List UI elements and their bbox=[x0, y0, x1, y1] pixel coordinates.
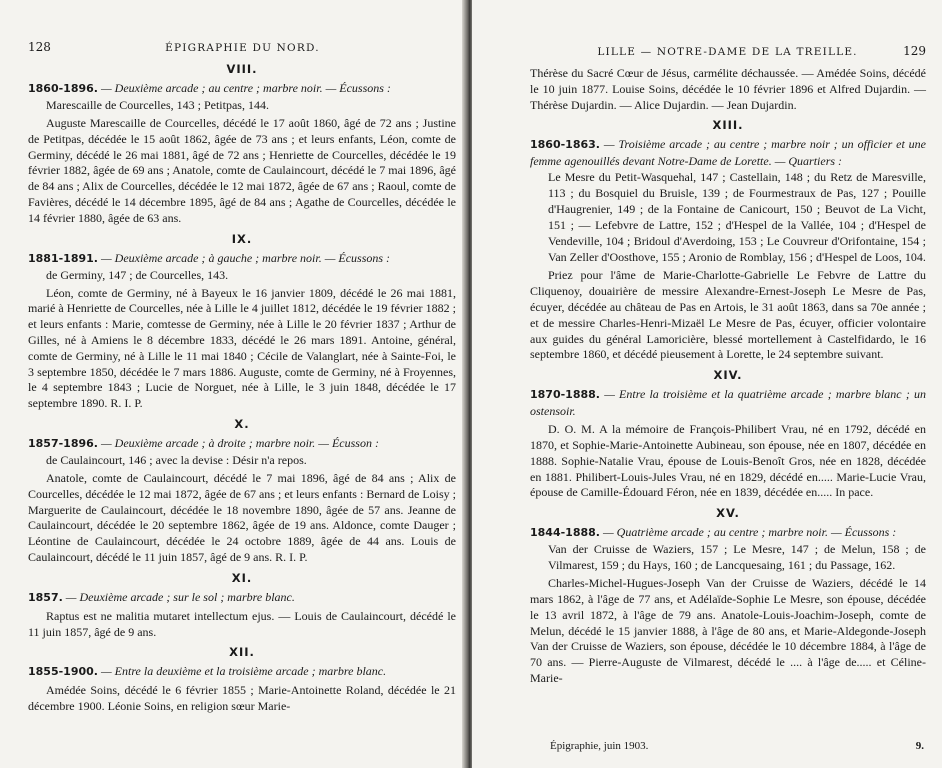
section-numeral: XI. bbox=[231, 570, 253, 585]
entry-heading bbox=[28, 663, 456, 680]
entry-date: 1855-1900. bbox=[28, 665, 98, 679]
inscription-section bbox=[28, 232, 456, 412]
right-running-title: LILLE — NOTRE-DAME DE LA TREILLE. bbox=[597, 46, 858, 58]
left-running-title: ÉPIGRAPHIE DU NORD. bbox=[165, 42, 320, 54]
entry-heading bbox=[530, 524, 926, 573]
entry-heading bbox=[28, 250, 456, 283]
section-numeral: X. bbox=[234, 416, 250, 431]
inscription-section bbox=[28, 62, 456, 227]
right-page-number: 129 bbox=[903, 44, 926, 58]
section-numeral: XIV. bbox=[713, 368, 743, 383]
entry-text: Amédée Soins, décédé le 6 février 1855 ; Marie-Antoinette Roland, décédée le 21 décembre 1900. Léonie Soins, en religion sœur Marie- bbox=[28, 683, 456, 714]
entry-arms: Le Mesre du Petit-Wasquehal, 147 ; Castellain, 148 ; du Retz de Maresville, 113 ; du Bosquiel du Bruisle, 139 ; de Fourmestraux de Pas, 127 ; Pouille d'Haugrenier, 149 ; de la Fontaine de Canicourt, 150 ; Beuvot de La Vicht, 151 ; — Lefebvre de Lattre, 152 ; d'Hespel de la Vallée, 104 ; d'Hespel de Vendeville, 104 ; Bridoul d'Averdoing, 153 ; Le Couvreur d'Orifontaine, 154 ; Van Zeller d'Oosthove, 155 ; Aronio de Romblay, 156 ; d'Hespel de Loos, 104. bbox=[548, 170, 926, 265]
entry-description: — Deuxième arcade ; au centre ; marbre noir. — Écussons : bbox=[100, 81, 391, 95]
inscription-section bbox=[28, 571, 456, 641]
entry-text: Priez pour l'âme de Marie-Charlotte-Gabrielle Le Febvre de Lattre du Cliquenoy, douairière de messire Alexandre-Ernest-Joseph Le Mesre de Pas, écuyer, décédée au château de Pas en Artois, le 31 août 1863, dans sa 70e année ; et de messire Charles-Henri-Mizaël Le Mesre de Pas, écuyer, officier volontaire aux guides du général Lamoricière, blessé mortellement à Castelfidardo, le 16 septembre 1860, et décédé pieusement à Lorette, le 24 septembre suivant. bbox=[530, 268, 926, 362]
left-sections bbox=[28, 62, 456, 715]
section-numeral: XV. bbox=[716, 506, 740, 521]
section-numeral: VIII. bbox=[226, 62, 258, 76]
section-numeral: IX. bbox=[231, 231, 253, 246]
left-page bbox=[0, 0, 466, 768]
entry-arms: Van der Cruisse de Waziers, 157 ; Le Mesre, 147 ; de Melun, 158 ; de Vilmarest, 159 ; du Hays, 160 ; de Lancquesaing, 161 ; du Passage, 162. bbox=[548, 542, 926, 573]
inscription-section bbox=[530, 368, 926, 501]
right-running-head bbox=[530, 44, 926, 58]
inscription-section bbox=[530, 118, 926, 363]
entry-date: 1860-1896. bbox=[28, 82, 98, 95]
entry-date: 1857. bbox=[28, 590, 63, 604]
entry-text: Raptus est ne malitia mutaret intellectum ejus. — Louis de Caulaincourt, décédé le 11 juin 1857, âgé de 9 ans. bbox=[28, 608, 456, 639]
entry-description: — Troisième arcade ; au centre ; marbre noir ; un officier et une femme agenouillés devant Notre-Dame de Lorette. — Quartiers : bbox=[530, 137, 927, 169]
left-running-head bbox=[28, 40, 456, 54]
right-page bbox=[472, 0, 942, 768]
entry-heading bbox=[28, 80, 456, 113]
entry-heading bbox=[28, 589, 456, 606]
footer-signature: Épigraphie, juin 1903. bbox=[550, 740, 649, 752]
entry-text: Anatole, comte de Caulaincourt, décédé le 7 mai 1896, âgé de 84 ans ; Alix de Courcelles, décédée le 12 mai 1872, âgée de 67 ans ; et leurs enfants : Bernard de Loisy ; Marguerite de Caulaincourt, décédée le 18 novembre 1890, âgée de 57 ans. Jeanne de Caulaincourt, décédée le 20 septembre 1862, âgée de 19 ans. Aldonce, comte Dauger ; Léontine de Caulaincourt, décédée le 24 octobre 1889, âgée de 44 ans. Louis de Caulaincourt, décédé le 11 juin 1857, âgé de 9 ans. R. I. P. bbox=[28, 470, 456, 564]
entry-arms: Marescaille de Courcelles, 143 ; Petitpas, 144. bbox=[46, 98, 269, 112]
inscription-section bbox=[530, 506, 926, 687]
entry-arms: de Caulaincourt, 146 ; avec la devise : Désir n'a repos. bbox=[46, 452, 307, 467]
entry-heading bbox=[28, 435, 456, 468]
entry-text: Charles-Michel-Hugues-Joseph Van der Cruisse de Waziers, décédé le 14 mars 1862, à l'âge de 77 ans, et Adélaïde-Sophie Le Mesre, son épouse, décédée le 13 avril 1872, à l'âge de 79 ans. Anatole-Louis-Joachim-Joseph, comte de Melun, décédé le 15 janvier 1888, à l'âge de 80 ans, et Marie-Aldegonde-Joseph Van der Cruisse de Waziers, son épouse, décédée le 10 décembre 1884, à l'âge de 70 ans. — Pierre-Auguste de Vilmarest, décédé le .... à l'âge de..... et Céline-Marie- bbox=[530, 576, 926, 685]
right-sections bbox=[530, 118, 926, 686]
section-numeral: XIII. bbox=[712, 118, 744, 133]
page-footer bbox=[550, 740, 924, 752]
entry-description: — Quatrième arcade ; au centre ; marbre noir. — Écussons : bbox=[602, 525, 897, 540]
entry-description: — Deuxième arcade ; à gauche ; marbre noir. — Écussons : bbox=[100, 250, 391, 265]
entry-description: — Deuxième arcade ; à droite ; marbre noir. — Écusson : bbox=[100, 435, 379, 450]
entry-description: — Deuxième arcade ; sur le sol ; marbre blanc. bbox=[65, 589, 295, 604]
entry-heading bbox=[530, 386, 926, 419]
entry-text: D. O. M. A la mémoire de François-Philibert Vrau, né en 1792, décédé en 1870, et Sophie-Marie-Antoinette Aubineau, son épouse, née en 1807, décédée en 1888. Sophie-Natalie Vrau, épouse de Louis-Benoît Gros, née en 1828, décédée en 1881. Philibert-Louis-Jules Vrau, né en 1829, décédé en..... Marie-Lucie Vrau, épouse de Camille-Édouard Féron, née en 1839, décédée en..... In pace. bbox=[530, 422, 926, 500]
entry-date: 1870-1888. bbox=[530, 388, 600, 402]
entry-date: 1857-1896. bbox=[28, 436, 98, 450]
inscription-section bbox=[28, 645, 456, 715]
entry-date: 1844-1888. bbox=[530, 526, 600, 540]
continuation-paragraph: Thérèse du Sacré Cœur de Jésus, carmélite déchaussée. — Amédée Soins, décédé le 10 juin 1877. Louise Soins, décédée le 10 février 1896 et Alfred Dujardin. — Thérèse Dujardin. — Alice Dujardin. — Jean Dujardin. bbox=[530, 66, 926, 112]
section-numeral: XII. bbox=[229, 645, 255, 660]
entry-text: Auguste Marescaille de Courcelles, décédé le 17 août 1860, âgé de 72 ans ; Justine de Petitpas, décédée le 15 août 1862, âgée de 73 ans ; et leurs enfants, Léon, comte de Germiny, décédé le 26 mai 1881, âgé de 72 ans ; Henriette de Courcelles, décédée le 19 février 1882, âgée de 69 ans ; Anatole, comte de Caulaincourt, décédé le 7 mai 1896, âgé de 84 ans ; Alix de Courcelles, décédée le 12 mai 1872, âgée de 67 ans ; Raoul, comte de Favières, décédé le 14 décembre 1895, âgé de 84 ans ; Agathe de Courcelles, décédée le 14 février 1880, âgée de 63 ans. bbox=[28, 116, 456, 225]
entry-description: — Entre la deuxième et la troisième arcade ; marbre blanc. bbox=[100, 664, 387, 679]
inscription-section bbox=[28, 417, 456, 566]
footer-number: 9. bbox=[915, 740, 924, 752]
entry-heading bbox=[530, 136, 926, 265]
entry-text: Léon, comte de Germiny, né à Bayeux le 16 janvier 1809, décédé le 26 mai 1881, marié à Henriette de Courcelles, née à Lille le 4 juillet 1812, décédée le 19 février 1882 ; et leurs enfants : Marie, comtesse de Germiny, née à Lille le 20 février 1837 ; Arthur de Gilles, né à Amiens le 8 décembre 1833, décédé le 26 mars 1891. Antoine, général, comte de Germiny, né à Lille le 11 mai 1840 ; Cécile de Valanglart, née à Sainte-Foi, le 3 septembre 1850, décédée le 7 mars 1886. Auguste, comte de Germiny, né à Froyennes, le 4 septembre 1843 ; Lucie de Norguet, née à Lille, le 3 juin 1848, décédée le 17 septembre 1890. R. I. P. bbox=[28, 285, 456, 411]
entry-description: — Entre la troisième et la quatrième arcade ; marbre blanc ; un ostensoir. bbox=[530, 387, 927, 419]
entry-arms: de Germiny, 147 ; de Courcelles, 143. bbox=[46, 267, 229, 282]
entry-date: 1881-1891. bbox=[28, 251, 98, 265]
entry-date: 1860-1863. bbox=[530, 138, 600, 152]
left-page-number: 128 bbox=[28, 40, 51, 54]
